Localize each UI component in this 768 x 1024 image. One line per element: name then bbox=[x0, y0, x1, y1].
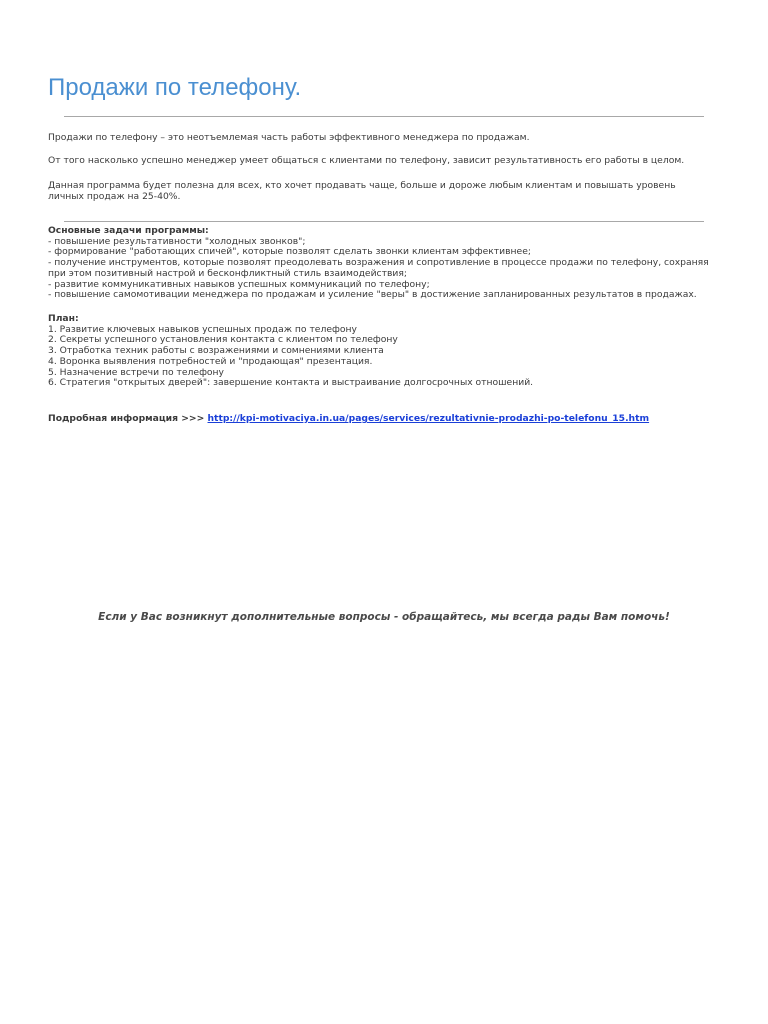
plan-item: 2. Секреты успешного установления контакта с клиентом по телефону bbox=[48, 334, 398, 346]
more-info-label: Подробная информация >>> bbox=[48, 413, 208, 424]
intro-paragraph-2: От того насколько успешно менеджер умеет общаться с клиентами по телефону, зависит результативность его работы в целом. bbox=[48, 155, 685, 166]
footer-note: Если у Вас возникнут дополнительные вопросы - обращайтесь, мы всегда рады Вам помочь! bbox=[98, 611, 670, 623]
task-item: - формирование "работающих спичей", которые позволят сделать звонки клиентам эффективнее; bbox=[48, 246, 531, 258]
plan-heading: План: bbox=[48, 313, 79, 324]
plan-section bbox=[48, 314, 728, 389]
intro-paragraph-3: Данная программа будет полезна для всех, кто хочет продавать чаще, больше и дороже любым клиентам и повышать уровень личных продаж на 25-40%. bbox=[48, 180, 676, 202]
plan-item: 4. Воронка выявления потребностей и "продающая" презентация. bbox=[48, 355, 373, 367]
plan-item: 3. Отработка техник работы с возражениями и сомнениями клиента bbox=[48, 345, 384, 357]
intro-paragraph-1: Продажи по телефону – это неотъемлемая часть работы эффективного менеджера по продажам. bbox=[48, 132, 530, 143]
more-info-line bbox=[48, 413, 649, 424]
task-item: - повышение результативности "холодных звонков"; bbox=[48, 235, 306, 247]
tasks-section bbox=[48, 226, 728, 301]
task-item: - повышение самомотивации менеджера по продажам и усиление "веры" в достижение запланированных результатов в продажах. bbox=[48, 289, 697, 301]
page-title: Продажи по телефону. bbox=[48, 74, 302, 101]
divider-middle bbox=[64, 221, 704, 222]
more-info-link[interactable]: http://kpi-motivaciya.in.ua/pages/services/rezultativnie-prodazhi-po-telefonu_15.htm bbox=[207, 413, 650, 424]
task-item: - получение инструментов, которые позволят преодолевать возражения и сопротивление в процессе продажи по телефону, сохраняя при этом позитивный настрой и бесконфликтный стиль взаимодействия; bbox=[48, 257, 709, 279]
task-item: - развитие коммуникативных навыков успешных коммуникаций по телефону; bbox=[48, 278, 430, 290]
divider-top bbox=[64, 116, 704, 117]
plan-item: 1. Развитие ключевых навыков успешных продаж по телефону bbox=[48, 323, 357, 335]
plan-item: 6. Стратегия "открытых дверей": завершение контакта и выстраивание долгосрочных отношений. bbox=[48, 377, 534, 389]
plan-item: 5. Назначение встречи по телефону bbox=[48, 366, 224, 378]
tasks-heading: Основные задачи программы: bbox=[48, 225, 209, 236]
